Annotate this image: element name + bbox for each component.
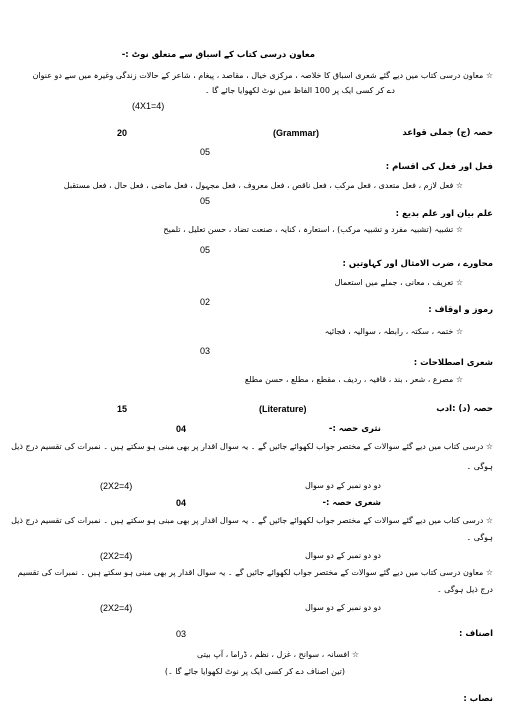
sheri-line-2: ہوگی ۔	[466, 533, 493, 542]
literature-heading: حصہ (د) :ادب	[436, 404, 493, 414]
sheri-dist-marks: (2X2=4)	[100, 551, 133, 561]
section-title: معاون درسی کتاب کے اسباق سے متعلق نوٹ :-	[121, 50, 315, 60]
muhawre-marks: 05	[200, 245, 211, 255]
fel-items: ☆ فعل لازم ، فعل متعدی ، فعل مرکب ، فعل ناقص ، فعل معروف ، فعل مجہول ، فعل ماضی ، فعل حال ، فعل مستقبل	[63, 181, 463, 190]
rumooz-marks: 02	[200, 297, 211, 307]
sheri-marks: 04	[176, 498, 187, 508]
nasri-dist: دو دو نمبر کے دو سوال	[304, 481, 381, 490]
nasri-heading: نثری حصہ :-	[328, 424, 381, 434]
intro-line-2: دے کر کسی ایک پر 100 الفاظ میں نوٹ لکھوایا جائے گا ۔	[204, 86, 395, 95]
istilahat-heading: شعری اصطلاحات :	[413, 358, 493, 368]
rumooz-items: ☆ ختمہ ، سکتہ ، رابطہ ، سوالیہ ، فجائیہ	[324, 327, 463, 336]
nasri-dist-marks: (2X2=4)	[100, 481, 133, 491]
literature-en-label: (Literature)	[259, 404, 307, 414]
sheri-heading: شعری حصہ :-	[322, 498, 381, 508]
fel-heading: فعل اور فعل کی اقسام :	[385, 162, 493, 172]
rumooz-heading: رموز و اوقاف :	[428, 305, 493, 315]
grammar-marks: 20	[117, 128, 128, 138]
literature-marks: 15	[117, 404, 128, 414]
asnaf-heading: اصناف :	[458, 629, 493, 639]
bayan-heading: علم بیان اور علم بدیع :	[395, 209, 493, 219]
bayan-marks: 05	[200, 196, 211, 206]
muhawre-items: ☆ تعریف ، معانی ، جملے میں استعمال	[334, 278, 463, 287]
fel-marks: 05	[200, 147, 211, 157]
muawin-line-2: درج ذیل ہوگی ۔	[436, 585, 493, 594]
sheri-dist: دو دو نمبر کے دو سوال	[304, 551, 381, 560]
muhawre-heading: محاورے ، ضرب الامثال اور کہاوتیں :	[342, 259, 493, 269]
nasri-line-2: ہوگی ۔	[466, 462, 493, 471]
istilahat-items: ☆ مصرع ، شعر ، بند ، قافیہ ، ردیف ، مقطع ، مطلع ، حسن مطلع	[244, 375, 463, 384]
nisab-heading: نصاب :	[463, 694, 493, 704]
asnaf-marks: 03	[176, 629, 187, 639]
muawin-dist: دو دو نمبر کے دو سوال	[304, 603, 381, 612]
grammar-heading: حصہ (ج) جملی قواعد	[402, 128, 493, 138]
muawin-line-1: ☆ معاون درسی کتاب میں دیے گئے سوالات کے مختصر جواب لکھوائے جائیں گے ۔ یہ سوال اقدار پر بھی مبنی ہو سکتے ہیں ۔ نمبرات کی تقسیم	[17, 568, 493, 577]
intro-line-1: ☆ معاون درسی کتاب میں دیے گئے شعری اسباق کا خلاصہ ، مرکزی خیال ، مقاصد ، پیغام ، شاعر کے حالات زندگی وغیرہ میں سے دو عنوان	[32, 71, 493, 80]
grammar-en-label: (Grammar)	[273, 128, 320, 138]
sheri-line-1: ☆ درسی کتاب میں دیے گئے سوالات کے مختصر جواب لکھوائے جائیں گے ۔ یہ سوال اقدار پر بھی مبنی ہو سکتے ہیں ۔ نمبرات کی تقسیم درج ذیل	[11, 516, 493, 525]
muawin-dist-marks: (2X2=4)	[100, 603, 133, 613]
bayan-items: ☆ تشبیہ (تشبیہ مفرد و تشبیہ مرکب) ، استعارہ ، کنایہ ، صنعت تضاد ، حسن تعلیل ، تلمیح	[163, 225, 463, 234]
nasri-line-1: ☆ درسی کتاب میں دیے گئے سوالات کے مختصر جواب لکھوائے جائیں گے ۔ یہ سوال اقدار پر بھی مبنی ہو سکتے ہیں ۔ نمبرات کی تقسیم درج ذیل	[11, 442, 493, 451]
istilahat-marks: 03	[200, 346, 211, 356]
nasri-marks: 04	[176, 424, 187, 434]
intro-marks: (4X1=4)	[132, 101, 165, 111]
asnaf-note: (تین اصناف دے کر کسی ایک پر نوٹ لکھوایا جائے گا ۔)	[164, 667, 345, 676]
asnaf-items: ☆ افسانہ ، سوانح ، غزل ، نظم ، ڈراما ، آپ بیتی	[197, 650, 359, 659]
